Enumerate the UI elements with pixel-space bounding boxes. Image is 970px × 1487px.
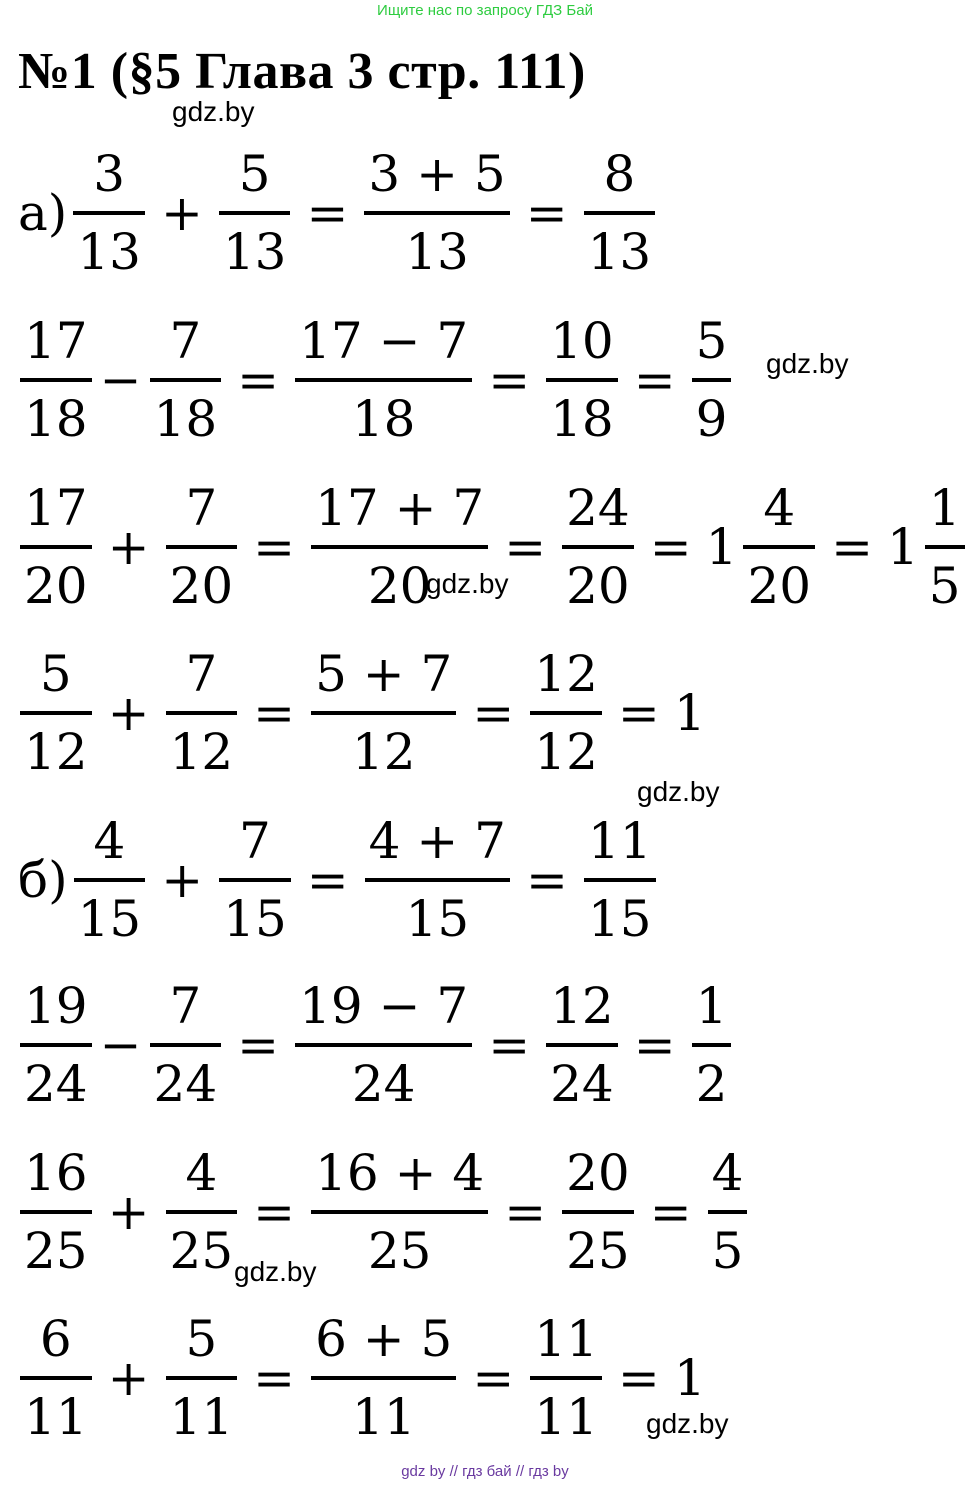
equals-sign: = bbox=[649, 518, 692, 576]
plus-sign: + bbox=[107, 684, 150, 742]
whole-number: 1 bbox=[673, 684, 706, 742]
numerator: 11 bbox=[534, 1310, 598, 1368]
denominator: 5 bbox=[928, 557, 961, 615]
numerator: 10 bbox=[550, 312, 614, 370]
plus-sign: + bbox=[107, 518, 150, 576]
fraction bbox=[925, 471, 965, 623]
whole-number: 1 bbox=[705, 518, 738, 576]
denominator: 12 bbox=[534, 723, 598, 781]
fraction bbox=[166, 637, 238, 789]
denominator: 12 bbox=[24, 723, 88, 781]
denominator: 13 bbox=[587, 223, 652, 281]
equals-sign: = bbox=[633, 351, 676, 409]
fraction bbox=[219, 804, 291, 956]
search-banner[interactable]: Ищите нас по запросу ГДЗ Бай bbox=[377, 2, 593, 19]
equation-row bbox=[18, 628, 710, 798]
fraction bbox=[530, 1302, 602, 1454]
numerator: 5 bbox=[185, 1310, 218, 1368]
minus-sign: − bbox=[99, 1016, 142, 1074]
fraction bbox=[708, 1136, 748, 1288]
page-title: №1 (§5 Глава 3 стр. 111) bbox=[18, 43, 586, 100]
fraction bbox=[73, 137, 145, 289]
fraction bbox=[562, 471, 634, 623]
fraction bbox=[150, 969, 222, 1121]
fraction bbox=[692, 304, 732, 456]
denominator: 9 bbox=[695, 390, 728, 448]
fraction bbox=[20, 637, 92, 789]
numerator: 5 bbox=[238, 145, 271, 203]
equals-sign: = bbox=[525, 184, 568, 242]
fraction bbox=[219, 137, 291, 289]
plus-sign: + bbox=[160, 184, 203, 242]
denominator: 25 bbox=[566, 1222, 630, 1280]
denominator: 2 bbox=[695, 1055, 728, 1113]
item-label: б) bbox=[18, 851, 68, 909]
denominator: 18 bbox=[550, 390, 614, 448]
equals-sign: = bbox=[633, 1016, 676, 1074]
fraction bbox=[150, 304, 222, 456]
equals-sign: = bbox=[617, 1349, 660, 1407]
denominator: 24 bbox=[153, 1055, 218, 1113]
numerator: 7 bbox=[185, 479, 218, 537]
fraction bbox=[546, 304, 618, 456]
watermark: gdz.by bbox=[637, 776, 720, 807]
numerator: 17 bbox=[24, 479, 88, 537]
watermark: gdz.by bbox=[766, 348, 849, 379]
fraction bbox=[365, 804, 510, 956]
denominator: 18 bbox=[153, 390, 218, 448]
denominator: 20 bbox=[566, 557, 630, 615]
numerator: 4 + 7 bbox=[368, 812, 506, 870]
fraction bbox=[584, 804, 656, 956]
fraction bbox=[74, 804, 146, 956]
equals-sign: = bbox=[831, 518, 873, 576]
numerator: 7 bbox=[169, 977, 202, 1035]
denominator: 12 bbox=[169, 723, 234, 781]
equals-sign: = bbox=[253, 684, 296, 742]
denominator: 25 bbox=[367, 1222, 432, 1280]
equation-row bbox=[18, 295, 733, 465]
equation-row bbox=[18, 795, 658, 965]
fraction bbox=[166, 1302, 238, 1454]
numerator: 1 bbox=[695, 977, 728, 1035]
denominator: 24 bbox=[550, 1055, 614, 1113]
equals-sign: = bbox=[649, 1183, 692, 1241]
equals-sign: = bbox=[237, 1016, 280, 1074]
denominator: 12 bbox=[351, 723, 416, 781]
fraction bbox=[166, 1136, 238, 1288]
plus-sign: + bbox=[107, 1349, 150, 1407]
watermark: gdz.by bbox=[426, 568, 509, 599]
numerator: 8 bbox=[603, 145, 636, 203]
fraction bbox=[20, 969, 92, 1121]
equals-sign: = bbox=[472, 684, 515, 742]
numerator: 1 bbox=[928, 479, 961, 537]
denominator: 25 bbox=[24, 1222, 88, 1280]
minus-sign: − bbox=[99, 351, 142, 409]
denominator: 24 bbox=[24, 1055, 88, 1113]
denominator: 15 bbox=[77, 890, 142, 948]
numerator: 6 + 5 bbox=[315, 1310, 453, 1368]
denominator: 13 bbox=[405, 223, 469, 281]
numerator: 5 bbox=[39, 645, 72, 703]
fraction bbox=[20, 1136, 92, 1288]
numerator: 5 + 7 bbox=[315, 645, 453, 703]
fraction bbox=[546, 969, 618, 1121]
numerator: 16 bbox=[24, 1144, 88, 1202]
fraction bbox=[562, 1136, 634, 1288]
equation-row bbox=[18, 128, 657, 298]
numerator: 24 bbox=[566, 479, 630, 537]
fraction bbox=[295, 969, 472, 1121]
numerator: 7 bbox=[185, 645, 218, 703]
equals-sign: = bbox=[253, 1183, 296, 1241]
denominator: 18 bbox=[24, 390, 88, 448]
fraction bbox=[692, 969, 732, 1121]
equation-row bbox=[18, 462, 967, 632]
denominator: 25 bbox=[169, 1222, 234, 1280]
denominator: 20 bbox=[169, 557, 234, 615]
plus-sign: + bbox=[161, 851, 204, 909]
equals-sign: = bbox=[504, 1183, 547, 1241]
numerator: 19 bbox=[24, 977, 88, 1035]
numerator: 4 bbox=[763, 479, 796, 537]
numerator: 4 bbox=[711, 1144, 744, 1202]
fraction bbox=[311, 1136, 488, 1288]
plus-sign: + bbox=[107, 1183, 150, 1241]
fraction bbox=[311, 637, 456, 789]
equals-sign: = bbox=[306, 851, 349, 909]
fraction bbox=[364, 137, 509, 289]
numerator: 12 bbox=[550, 977, 614, 1035]
numerator: 19 − 7 bbox=[299, 977, 469, 1035]
numerator: 4 bbox=[93, 812, 126, 870]
watermark: gdz.by bbox=[234, 1256, 317, 1287]
equals-sign: = bbox=[488, 1016, 531, 1074]
numerator: 3 bbox=[93, 145, 126, 203]
numerator: 7 bbox=[239, 812, 271, 870]
equals-sign: = bbox=[472, 1349, 515, 1407]
numerator: 3 + 5 bbox=[368, 145, 506, 203]
numerator: 11 bbox=[587, 812, 652, 870]
fraction bbox=[584, 137, 656, 289]
equals-sign: = bbox=[306, 184, 349, 242]
denominator: 15 bbox=[587, 890, 652, 948]
numerator: 7 bbox=[169, 312, 202, 370]
denominator: 5 bbox=[711, 1222, 744, 1280]
whole-number: 1 bbox=[886, 518, 919, 576]
fraction bbox=[743, 471, 815, 623]
numerator: 20 bbox=[566, 1144, 630, 1202]
numerator: 6 bbox=[39, 1310, 72, 1368]
equals-sign: = bbox=[488, 351, 531, 409]
equals-sign: = bbox=[237, 351, 280, 409]
equation-row bbox=[18, 1127, 749, 1297]
fraction bbox=[20, 304, 92, 456]
numerator: 16 + 4 bbox=[315, 1144, 485, 1202]
item-label: а) bbox=[18, 184, 68, 242]
denominator: 13 bbox=[222, 223, 287, 281]
fraction bbox=[530, 637, 602, 789]
denominator: 24 bbox=[351, 1055, 416, 1113]
numerator: 5 bbox=[695, 312, 728, 370]
watermark: gdz.by bbox=[646, 1408, 729, 1439]
fraction bbox=[311, 471, 488, 623]
equation-row bbox=[18, 1293, 710, 1463]
fraction bbox=[20, 1302, 92, 1454]
numerator: 17 + 7 bbox=[315, 479, 485, 537]
numerator: 12 bbox=[534, 645, 598, 703]
equals-sign: = bbox=[504, 518, 547, 576]
fraction bbox=[20, 471, 92, 623]
denominator: 18 bbox=[351, 390, 416, 448]
footer-links[interactable]: gdz by // гдз бай // гдз by bbox=[401, 1463, 569, 1480]
denominator: 11 bbox=[351, 1388, 416, 1446]
numerator: 17 bbox=[24, 312, 88, 370]
denominator: 11 bbox=[24, 1388, 88, 1446]
watermark: gdz.by bbox=[172, 96, 255, 127]
denominator: 13 bbox=[77, 223, 141, 281]
equation-row bbox=[18, 960, 733, 1130]
denominator: 20 bbox=[747, 557, 812, 615]
fraction bbox=[311, 1302, 456, 1454]
equals-sign: = bbox=[617, 684, 660, 742]
denominator: 15 bbox=[223, 890, 287, 948]
denominator: 15 bbox=[405, 890, 470, 948]
denominator: 20 bbox=[24, 557, 88, 615]
equals-sign: = bbox=[253, 518, 296, 576]
denominator: 11 bbox=[169, 1388, 234, 1446]
numerator: 4 bbox=[185, 1144, 218, 1202]
fraction bbox=[295, 304, 472, 456]
equals-sign: = bbox=[253, 1349, 296, 1407]
denominator: 11 bbox=[534, 1388, 598, 1446]
denominator: 20 bbox=[367, 557, 432, 615]
equals-sign: = bbox=[525, 851, 568, 909]
fraction bbox=[166, 471, 238, 623]
whole-number: 1 bbox=[673, 1349, 706, 1407]
numerator: 17 − 7 bbox=[299, 312, 469, 370]
